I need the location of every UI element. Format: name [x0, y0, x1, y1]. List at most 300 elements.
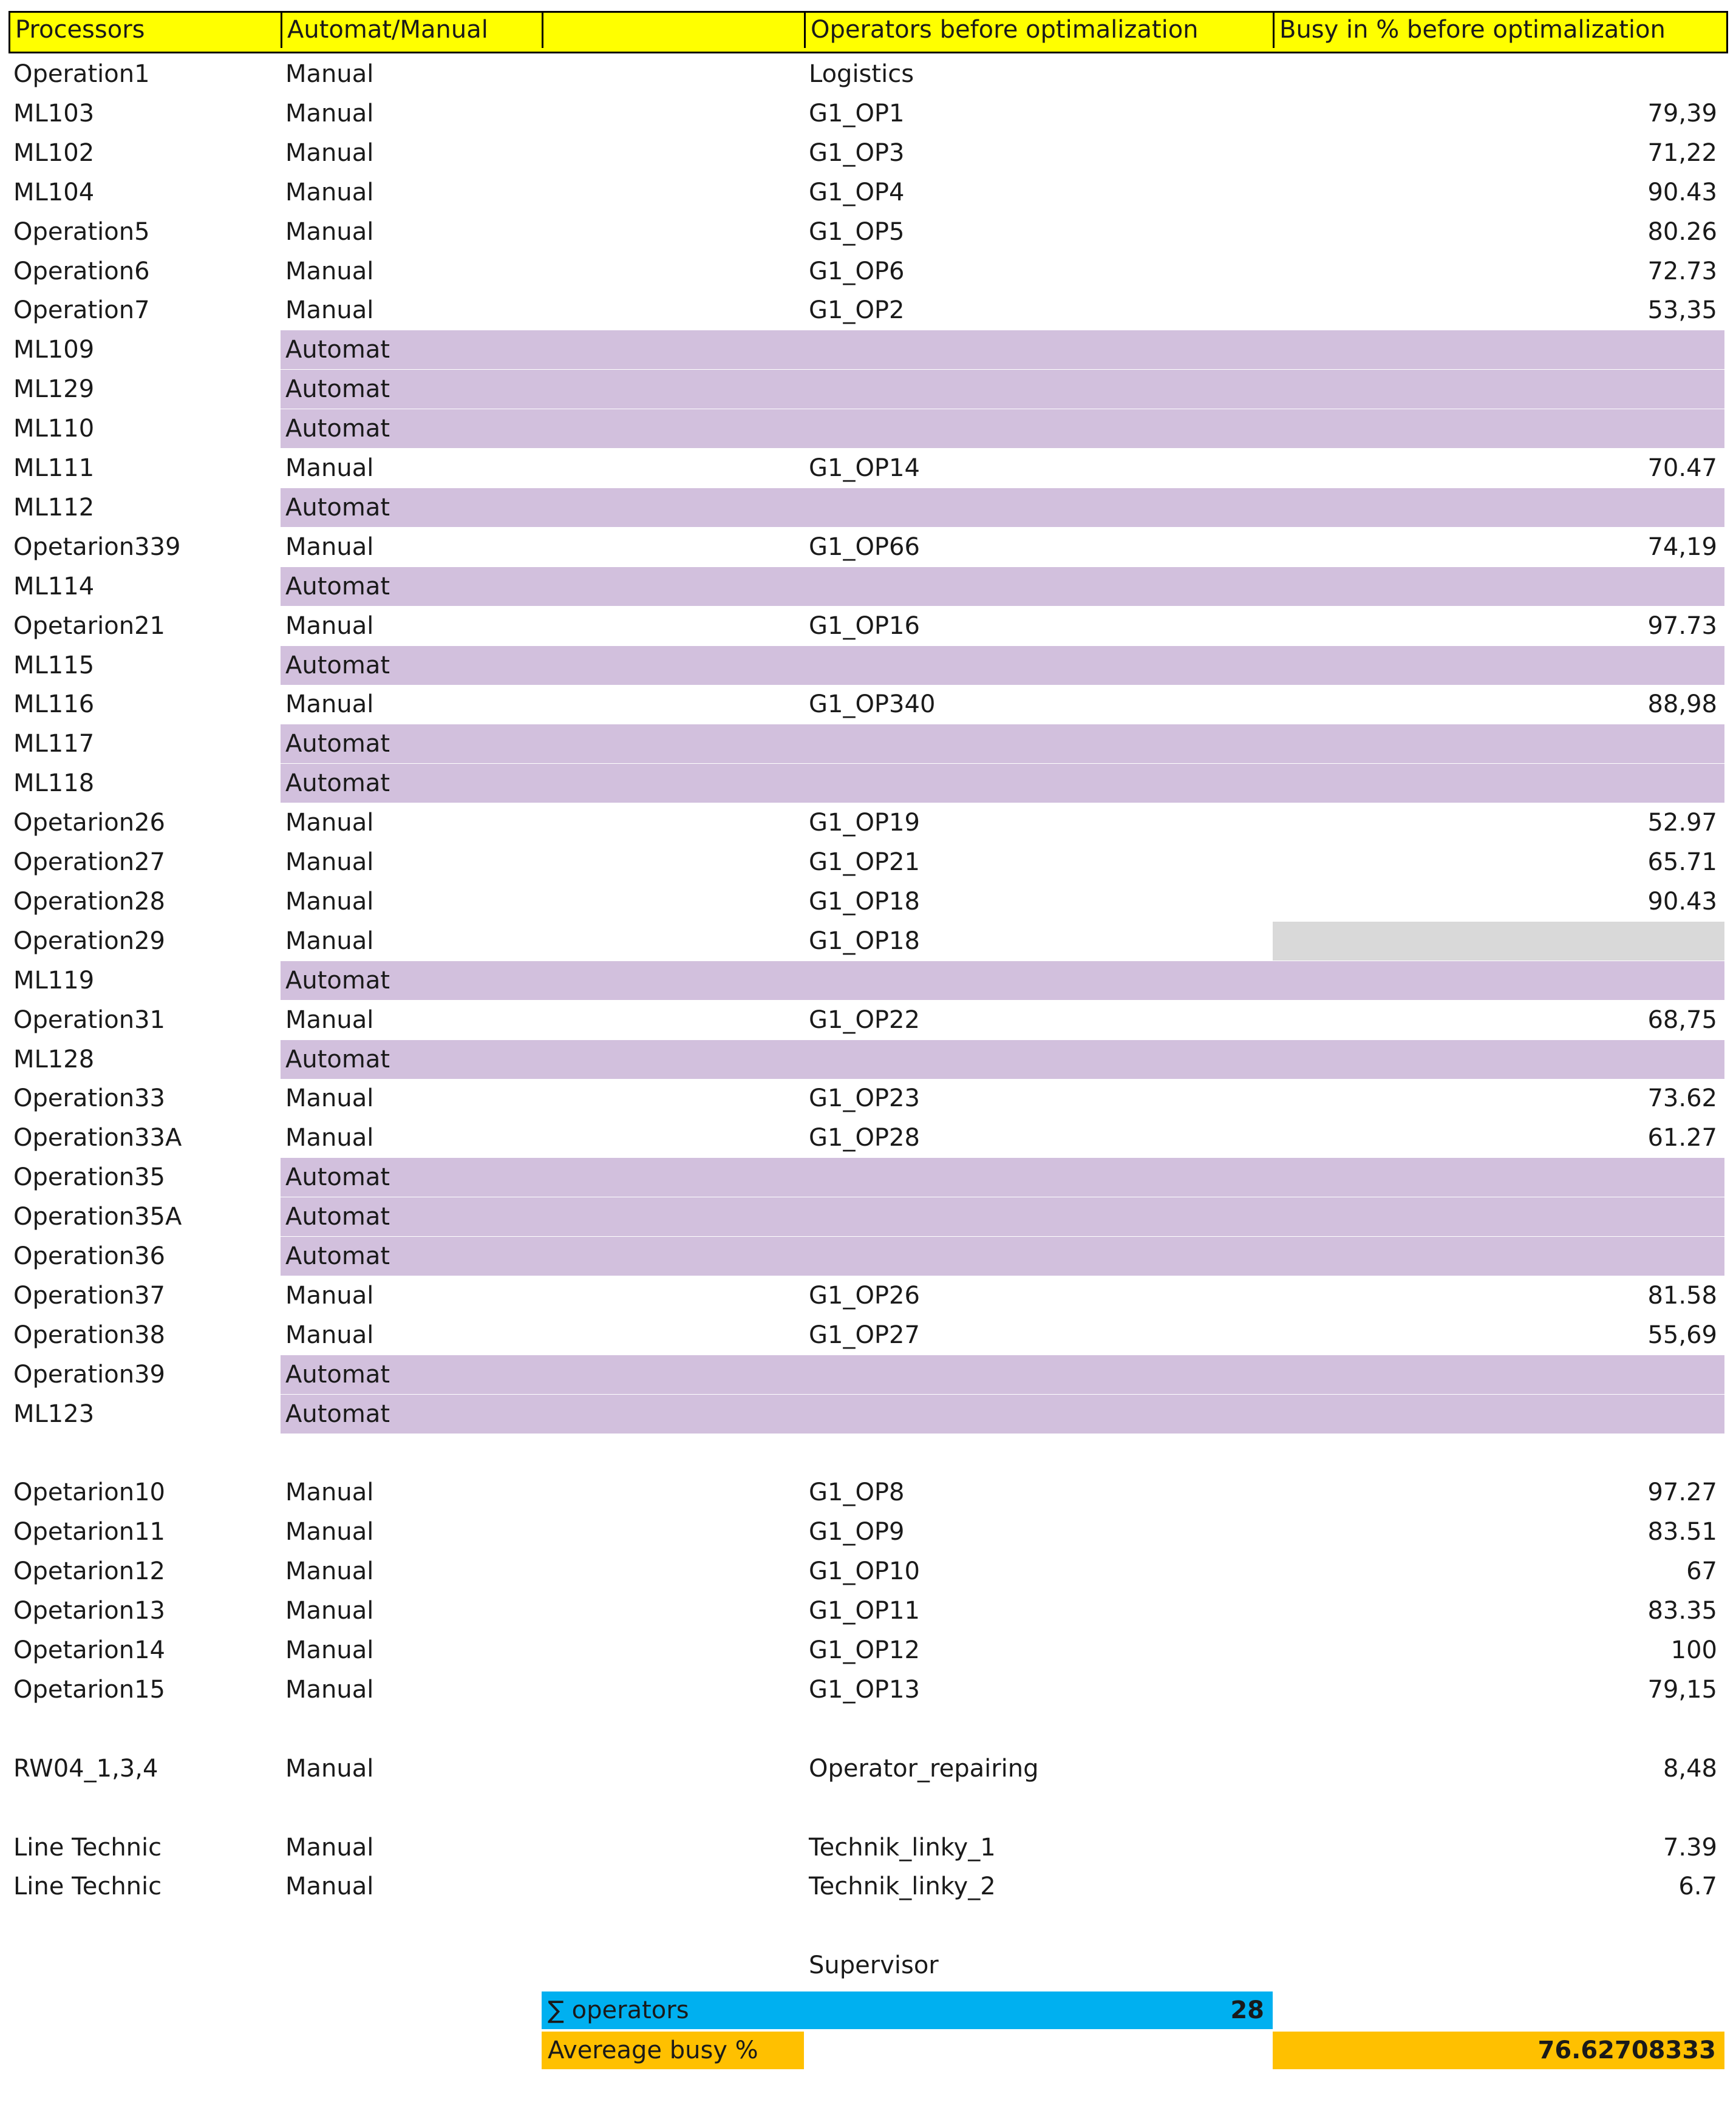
busy-cell[interactable]: 73.62	[1647, 1084, 1717, 1113]
busy-cell[interactable]	[1273, 1197, 1724, 1236]
processor-cell[interactable]: Operation36	[13, 1242, 165, 1270]
operator-cell[interactable]: G1_OP18	[809, 887, 920, 916]
processor-cell[interactable]: Opetarion14	[13, 1636, 165, 1664]
operator-cell[interactable]: G1_OP22	[809, 1005, 920, 1034]
busy-cell[interactable]: 7.39	[1663, 1833, 1717, 1862]
blank-cell[interactable]	[542, 882, 804, 921]
operator-cell[interactable]	[804, 1434, 1273, 1473]
operator-cell[interactable]: G1_OP4	[809, 178, 905, 206]
mode-cell[interactable]: Manual	[285, 217, 374, 246]
header-operators[interactable]: Operators before optimalization	[806, 13, 1275, 48]
operator-cell[interactable]: G1_OP23	[809, 1084, 920, 1113]
busy-cell[interactable]	[1273, 567, 1724, 606]
operator-cell[interactable]: G1_OP1	[809, 99, 905, 128]
busy-cell[interactable]: 53,35	[1647, 296, 1717, 325]
blank-cell[interactable]	[542, 173, 804, 212]
busy-cell[interactable]	[1273, 724, 1724, 763]
mode-cell[interactable]: Manual	[285, 848, 374, 876]
operator-cell[interactable]: Logistics	[809, 60, 914, 88]
blank-cell[interactable]	[542, 1276, 804, 1315]
mode-cell[interactable]: Automat	[285, 1163, 390, 1192]
mode-cell[interactable]: Automat	[285, 375, 390, 404]
mode-cell[interactable]: Automat	[285, 1400, 390, 1428]
blank-cell[interactable]	[542, 1001, 804, 1039]
mode-cell[interactable]: Automat	[285, 769, 390, 798]
blank-cell[interactable]	[542, 1946, 804, 1985]
busy-cell[interactable]	[1273, 1158, 1724, 1197]
processor-cell[interactable]: Operation33A	[13, 1124, 182, 1152]
mode-cell[interactable]: Automat	[285, 572, 390, 600]
operator-cell[interactable]: G1_OP28	[809, 1124, 920, 1152]
average-busy-value[interactable]: 76.62708333	[1273, 2032, 1724, 2069]
processor-cell[interactable]: ML102	[13, 138, 95, 167]
mode-cell[interactable]: Automat	[285, 336, 390, 364]
busy-cell[interactable]	[1273, 1434, 1724, 1473]
operator-cell[interactable]: G1_OP18	[809, 927, 920, 955]
table-row	[9, 330, 1724, 369]
mode-cell[interactable]: Manual	[285, 611, 374, 640]
blank-cell[interactable]	[542, 1316, 804, 1355]
busy-cell[interactable]: 81.58	[1647, 1281, 1717, 1310]
mode-cell[interactable]: Automat	[285, 1203, 390, 1231]
mode-cell[interactable]: Manual	[285, 532, 374, 561]
busy-cell[interactable]: 100	[1670, 1636, 1717, 1664]
operator-cell[interactable]	[804, 764, 1273, 803]
table-row	[9, 1946, 1724, 1985]
operator-cell[interactable]	[804, 1197, 1273, 1236]
busy-cell[interactable]	[1273, 1040, 1724, 1079]
mode-cell[interactable]: Manual	[285, 454, 374, 482]
operator-cell[interactable]: Technik_linky_2	[809, 1872, 996, 1901]
blank-cell[interactable]	[542, 1749, 804, 1788]
busy-cell[interactable]	[1273, 922, 1724, 961]
operator-cell[interactable]: Supervisor	[809, 1951, 939, 1980]
operator-cell[interactable]	[804, 1789, 1273, 1828]
average-busy-row	[9, 2032, 1724, 2070]
busy-cell[interactable]	[1273, 330, 1724, 369]
operator-cell[interactable]	[804, 1395, 1273, 1434]
table-row	[9, 1237, 1724, 1276]
table-row	[9, 1197, 1724, 1236]
table-row	[9, 449, 1724, 488]
table-row	[9, 1040, 1724, 1079]
operator-cell[interactable]	[804, 409, 1273, 448]
processor-cell[interactable]	[9, 1710, 281, 1749]
table-row	[9, 1276, 1724, 1315]
processor-cell[interactable]: Operation5	[13, 217, 150, 246]
blank-cell[interactable]	[542, 567, 804, 606]
processor-cell[interactable]: Operation28	[13, 887, 165, 916]
processor-cell[interactable]: Opetarion15	[13, 1675, 165, 1704]
mode-cell[interactable]	[281, 1906, 542, 1945]
busy-cell[interactable]: 61.27	[1647, 1124, 1717, 1152]
operator-cell[interactable]: G1_OP6	[809, 257, 905, 285]
blank-cell[interactable]	[542, 1906, 804, 1945]
blank-cell[interactable]	[542, 646, 804, 685]
table-row	[9, 1749, 1724, 1788]
table-row	[9, 764, 1724, 803]
busy-cell[interactable]: 80.26	[1647, 217, 1717, 246]
mode-cell[interactable]: Manual	[285, 1597, 374, 1625]
table-row	[9, 882, 1724, 921]
operator-cell[interactable]: G1_OP2	[809, 296, 905, 325]
table-row	[9, 922, 1724, 961]
processor-cell[interactable]: RW04_1,3,4	[13, 1754, 158, 1783]
mode-cell[interactable]: Manual	[285, 138, 374, 167]
table-row	[9, 370, 1724, 409]
mode-cell[interactable]: Manual	[285, 257, 374, 285]
operator-cell[interactable]	[804, 330, 1273, 369]
table-row	[9, 1552, 1724, 1591]
operator-cell[interactable]: G1_OP27	[809, 1321, 920, 1349]
table-row	[9, 1828, 1724, 1867]
header-processors[interactable]: Processors	[10, 13, 282, 48]
operator-cell[interactable]	[804, 1710, 1273, 1749]
operator-cell[interactable]	[804, 646, 1273, 685]
mode-cell[interactable]: Automat	[285, 966, 390, 995]
busy-cell[interactable]: 79,15	[1647, 1675, 1717, 1704]
operator-cell[interactable]: G1_OP19	[809, 809, 920, 837]
processor-cell[interactable]: Operation38	[13, 1321, 165, 1349]
processor-cell[interactable]: Operation1	[13, 60, 150, 88]
processor-cell[interactable]: ML129	[13, 375, 95, 404]
operator-cell[interactable]	[804, 1906, 1273, 1945]
processor-cell[interactable]: ML117	[13, 730, 95, 758]
mode-cell[interactable]: Manual	[285, 60, 374, 88]
blank-cell[interactable]	[542, 1395, 804, 1434]
processor-cell[interactable]: Opetarion13	[13, 1597, 165, 1625]
mode-cell[interactable]: Manual	[285, 1084, 374, 1113]
processor-cell[interactable]: ML111	[13, 454, 95, 482]
operator-cell[interactable]: G1_OP3	[809, 138, 905, 167]
mode-cell[interactable]: Automat	[285, 1242, 390, 1270]
blank-cell[interactable]	[542, 1552, 804, 1591]
processor-cell[interactable]: Line Technic	[13, 1833, 162, 1862]
mode-cell[interactable]: Manual	[285, 1124, 374, 1152]
blank-cell[interactable]	[542, 213, 804, 251]
operator-cell[interactable]: G1_OP11	[809, 1597, 920, 1625]
busy-cell[interactable]: 70.47	[1647, 454, 1717, 482]
mode-cell[interactable]: Manual	[285, 1321, 374, 1349]
processor-cell[interactable]: Operation35	[13, 1163, 165, 1192]
busy-cell[interactable]	[1273, 55, 1724, 94]
table-row	[9, 1906, 1724, 1945]
blank-cell[interactable]	[542, 55, 804, 94]
table-row	[9, 1591, 1724, 1630]
table-row	[9, 488, 1724, 527]
processor-cell[interactable]: Operation27	[13, 848, 165, 876]
processor-cell[interactable]: ML110	[13, 415, 95, 443]
blank-cell[interactable]	[542, 1079, 804, 1118]
blank-cell[interactable]	[542, 1197, 804, 1236]
processor-cell[interactable]	[9, 1434, 281, 1473]
table-row	[9, 528, 1724, 566]
blank-cell[interactable]	[542, 1237, 804, 1276]
mode-cell[interactable]	[281, 1946, 542, 1985]
processor-cell[interactable]: Opetarion10	[13, 1478, 165, 1507]
table-row	[9, 291, 1724, 330]
processor-cell[interactable]	[9, 1946, 281, 1985]
blank-cell[interactable]	[542, 449, 804, 488]
operator-cell[interactable]	[804, 488, 1273, 527]
blank-cell[interactable]	[542, 528, 804, 566]
operator-cell[interactable]	[804, 1237, 1273, 1276]
table-row	[9, 607, 1724, 645]
blank-cell[interactable]	[542, 685, 804, 724]
busy-cell[interactable]: 97.27	[1647, 1478, 1717, 1507]
blank-cell[interactable]	[542, 724, 804, 763]
operator-cell[interactable]: G1_OP340	[809, 690, 936, 719]
blank-cell[interactable]	[542, 409, 804, 448]
processor-cell[interactable]: Operation33	[13, 1084, 165, 1113]
operator-cell[interactable]	[804, 567, 1273, 606]
header-row	[9, 11, 1728, 53]
busy-cell[interactable]	[1273, 1237, 1724, 1276]
mode-cell[interactable]: Manual	[285, 809, 374, 837]
table-row	[9, 724, 1724, 763]
busy-cell[interactable]: 71,22	[1647, 138, 1717, 167]
operator-cell[interactable]	[804, 1040, 1273, 1079]
busy-cell[interactable]: 55,69	[1647, 1321, 1717, 1349]
blank-cell[interactable]	[542, 1710, 804, 1749]
busy-cell[interactable]: 83.35	[1647, 1597, 1717, 1625]
processor-cell[interactable]: ML119	[13, 966, 95, 995]
table-row	[9, 94, 1724, 133]
processor-cell[interactable]: Opetarion26	[13, 809, 165, 837]
processor-cell[interactable]: ML116	[13, 690, 95, 719]
sum-operators-cell[interactable]	[542, 1991, 1273, 2029]
processor-cell[interactable]: Line Technic	[13, 1872, 162, 1901]
table-row	[9, 1710, 1724, 1749]
blank-cell[interactable]	[542, 370, 804, 409]
busy-cell[interactable]	[1273, 1395, 1724, 1434]
mode-cell[interactable]: Automat	[285, 1045, 390, 1073]
mode-cell[interactable]: Automat	[285, 651, 390, 679]
mode-cell[interactable]: Manual	[285, 1005, 374, 1034]
table-row	[9, 1118, 1724, 1157]
mode-cell[interactable]: Manual	[285, 178, 374, 206]
processor-cell[interactable]: Operation29	[13, 927, 165, 955]
mode-cell[interactable]: Manual	[285, 1281, 374, 1310]
busy-cell[interactable]: 67	[1686, 1557, 1717, 1586]
busy-cell[interactable]: 88,98	[1647, 690, 1717, 719]
mode-cell[interactable]: Manual	[285, 1872, 374, 1901]
mode-cell[interactable]: Manual	[285, 296, 374, 325]
blank-cell[interactable]	[542, 1158, 804, 1197]
busy-cell[interactable]: 90.43	[1647, 178, 1717, 206]
mode-cell[interactable]: Manual	[285, 1557, 374, 1586]
table-row	[9, 646, 1724, 685]
mode-cell[interactable]: Manual	[285, 1675, 374, 1704]
busy-cell[interactable]: 74,19	[1647, 532, 1717, 561]
operator-cell[interactable]: G1_OP66	[809, 532, 920, 561]
busy-cell[interactable]: 8,48	[1663, 1754, 1717, 1783]
operator-cell[interactable]	[804, 1355, 1273, 1394]
operator-cell[interactable]	[804, 724, 1273, 763]
busy-cell[interactable]: 83.51	[1647, 1518, 1717, 1546]
mode-cell[interactable]: Manual	[285, 887, 374, 916]
processor-cell[interactable]: ML118	[13, 769, 95, 798]
mode-cell[interactable]: Manual	[285, 927, 374, 955]
processor-cell[interactable]	[9, 1906, 281, 1945]
blank-cell[interactable]	[542, 134, 804, 172]
busy-cell[interactable]	[1273, 1789, 1724, 1828]
blank-cell[interactable]	[542, 1512, 804, 1551]
busy-cell[interactable]	[1273, 488, 1724, 527]
processor-cell[interactable]: ML123	[13, 1400, 95, 1428]
busy-cell[interactable]: 97.73	[1647, 611, 1717, 640]
processor-cell[interactable]: ML128	[13, 1045, 95, 1073]
table-row	[9, 1316, 1724, 1355]
operator-cell[interactable]	[804, 1158, 1273, 1197]
operator-cell[interactable]: G1_OP9	[809, 1518, 905, 1546]
sum-operators-value: 28	[1230, 1996, 1264, 2025]
operator-cell[interactable]: G1_OP13	[809, 1675, 920, 1704]
busy-cell[interactable]	[1273, 961, 1724, 1000]
operator-cell[interactable]: G1_OP21	[809, 848, 920, 876]
busy-cell[interactable]	[1273, 370, 1724, 409]
processor-cell[interactable]: Operation31	[13, 1005, 165, 1034]
table-row	[9, 1355, 1724, 1394]
mode-cell[interactable]: Manual	[285, 1636, 374, 1664]
mode-cell[interactable]: Manual	[285, 1518, 374, 1546]
blank-cell[interactable]	[542, 607, 804, 645]
blank-cell[interactable]	[542, 1670, 804, 1709]
header-busy[interactable]: Busy in % before optimalization	[1279, 16, 1666, 44]
busy-cell[interactable]: 6.7	[1678, 1872, 1717, 1901]
mode-cell[interactable]: Manual	[285, 99, 374, 128]
operator-cell[interactable]: G1_OP12	[809, 1636, 920, 1664]
table-row	[9, 1789, 1724, 1828]
mode-cell[interactable]	[281, 1434, 542, 1473]
busy-cell[interactable]	[1273, 764, 1724, 803]
operator-cell[interactable]: Operator_repairing	[809, 1754, 1039, 1783]
processor-cell[interactable]: Operation7	[13, 296, 150, 325]
table-row	[9, 213, 1724, 251]
processor-cell[interactable]: Operation39	[13, 1360, 165, 1389]
busy-cell[interactable]	[1273, 1946, 1724, 1985]
blank-cell[interactable]	[542, 1591, 804, 1630]
table-row	[9, 1473, 1724, 1512]
mode-cell[interactable]: Manual	[285, 690, 374, 719]
table-row	[9, 1395, 1724, 1434]
processor-cell[interactable]: Opetarion12	[13, 1557, 165, 1586]
table-row	[9, 1158, 1724, 1197]
mode-cell[interactable]: Automat	[285, 1360, 390, 1389]
header-mode[interactable]: Automat/Manual	[282, 13, 543, 48]
blank-cell[interactable]	[542, 961, 804, 1000]
processor-cell[interactable]: Operation35A	[13, 1203, 182, 1231]
blank-cell[interactable]	[542, 1867, 804, 1906]
busy-cell[interactable]	[1273, 1710, 1724, 1749]
blank-cell[interactable]	[542, 1789, 804, 1828]
blank-cell[interactable]	[542, 1118, 804, 1157]
blank-cell[interactable]	[542, 94, 804, 133]
processor-cell[interactable]: ML112	[13, 493, 95, 522]
processor-cell[interactable]: ML104	[13, 178, 95, 206]
busy-cell[interactable]	[1273, 646, 1724, 685]
blank-cell[interactable]	[542, 764, 804, 803]
table-row	[9, 1670, 1724, 1709]
mode-cell[interactable]: Manual	[285, 1833, 374, 1862]
blank-cell[interactable]	[542, 803, 804, 842]
table-row	[9, 409, 1724, 448]
mode-cell[interactable]: Automat	[285, 493, 390, 522]
blank-cell[interactable]	[542, 1434, 804, 1473]
mode-cell[interactable]: Manual	[285, 1754, 374, 1783]
table-row	[9, 1512, 1724, 1551]
blank-cell[interactable]	[542, 488, 804, 527]
average-busy-label[interactable]: Avereage busy %	[542, 2032, 804, 2069]
mode-cell[interactable]: Automat	[285, 415, 390, 443]
blank-cell[interactable]	[542, 922, 804, 961]
blank-cell[interactable]	[542, 1631, 804, 1670]
operator-cell[interactable]: G1_OP16	[809, 611, 920, 640]
processor-cell[interactable]: ML115	[13, 651, 95, 679]
busy-cell[interactable]: 68,75	[1647, 1005, 1717, 1034]
busy-cell[interactable]	[1273, 1355, 1724, 1394]
busy-cell[interactable]: 79,39	[1647, 99, 1717, 128]
blank-cell[interactable]	[542, 1040, 804, 1079]
operator-cell[interactable]	[804, 370, 1273, 409]
busy-cell[interactable]	[1273, 409, 1724, 448]
blank-cell[interactable]	[542, 1828, 804, 1867]
table-row	[9, 1434, 1724, 1473]
busy-cell[interactable]: 72.73	[1647, 257, 1717, 285]
operator-cell[interactable]	[804, 961, 1273, 1000]
blank-cell[interactable]	[542, 330, 804, 369]
processor-cell[interactable]: ML114	[13, 572, 95, 600]
processor-cell[interactable]: Opetarion11	[13, 1518, 165, 1546]
operator-cell[interactable]: G1_OP10	[809, 1557, 920, 1586]
processor-cell[interactable]	[9, 1789, 281, 1828]
operator-cell[interactable]: G1_OP5	[809, 217, 905, 246]
mode-cell[interactable]: Automat	[285, 730, 390, 758]
table-row	[9, 803, 1724, 842]
sum-operators-row	[9, 1991, 1724, 2030]
blank-cell[interactable]	[542, 291, 804, 330]
processor-cell[interactable]: Operation37	[13, 1281, 165, 1310]
table-row	[9, 55, 1724, 94]
processor-cell[interactable]: ML103	[13, 99, 95, 128]
table-row	[9, 1867, 1724, 1906]
mode-cell[interactable]: Manual	[285, 1478, 374, 1507]
busy-cell[interactable]: 65.71	[1647, 848, 1717, 876]
blank-cell[interactable]	[542, 1355, 804, 1394]
processor-cell[interactable]: Opetarion21	[13, 611, 165, 640]
processor-cell[interactable]: Operation6	[13, 257, 150, 285]
operator-cell[interactable]: G1_OP8	[809, 1478, 905, 1507]
processor-cell[interactable]: ML109	[13, 336, 95, 364]
table-row	[9, 134, 1724, 172]
mode-cell[interactable]	[281, 1789, 542, 1828]
busy-cell[interactable]	[1273, 1906, 1724, 1945]
table-row	[9, 961, 1724, 1000]
operator-cell[interactable]: G1_OP14	[809, 454, 920, 482]
blank-cell[interactable]	[542, 843, 804, 882]
table-row	[9, 1001, 1724, 1039]
operator-cell[interactable]: G1_OP26	[809, 1281, 920, 1310]
header-blank[interactable]	[543, 13, 806, 48]
busy-cell[interactable]: 90.43	[1647, 887, 1717, 916]
processor-cell[interactable]: Opetarion339	[13, 532, 181, 561]
table-row	[9, 173, 1724, 212]
blank-cell[interactable]	[542, 252, 804, 291]
mode-cell[interactable]	[281, 1710, 542, 1749]
blank-cell[interactable]	[542, 1473, 804, 1512]
operator-cell[interactable]: Technik_linky_1	[809, 1833, 996, 1862]
busy-cell[interactable]: 52.97	[1647, 809, 1717, 837]
